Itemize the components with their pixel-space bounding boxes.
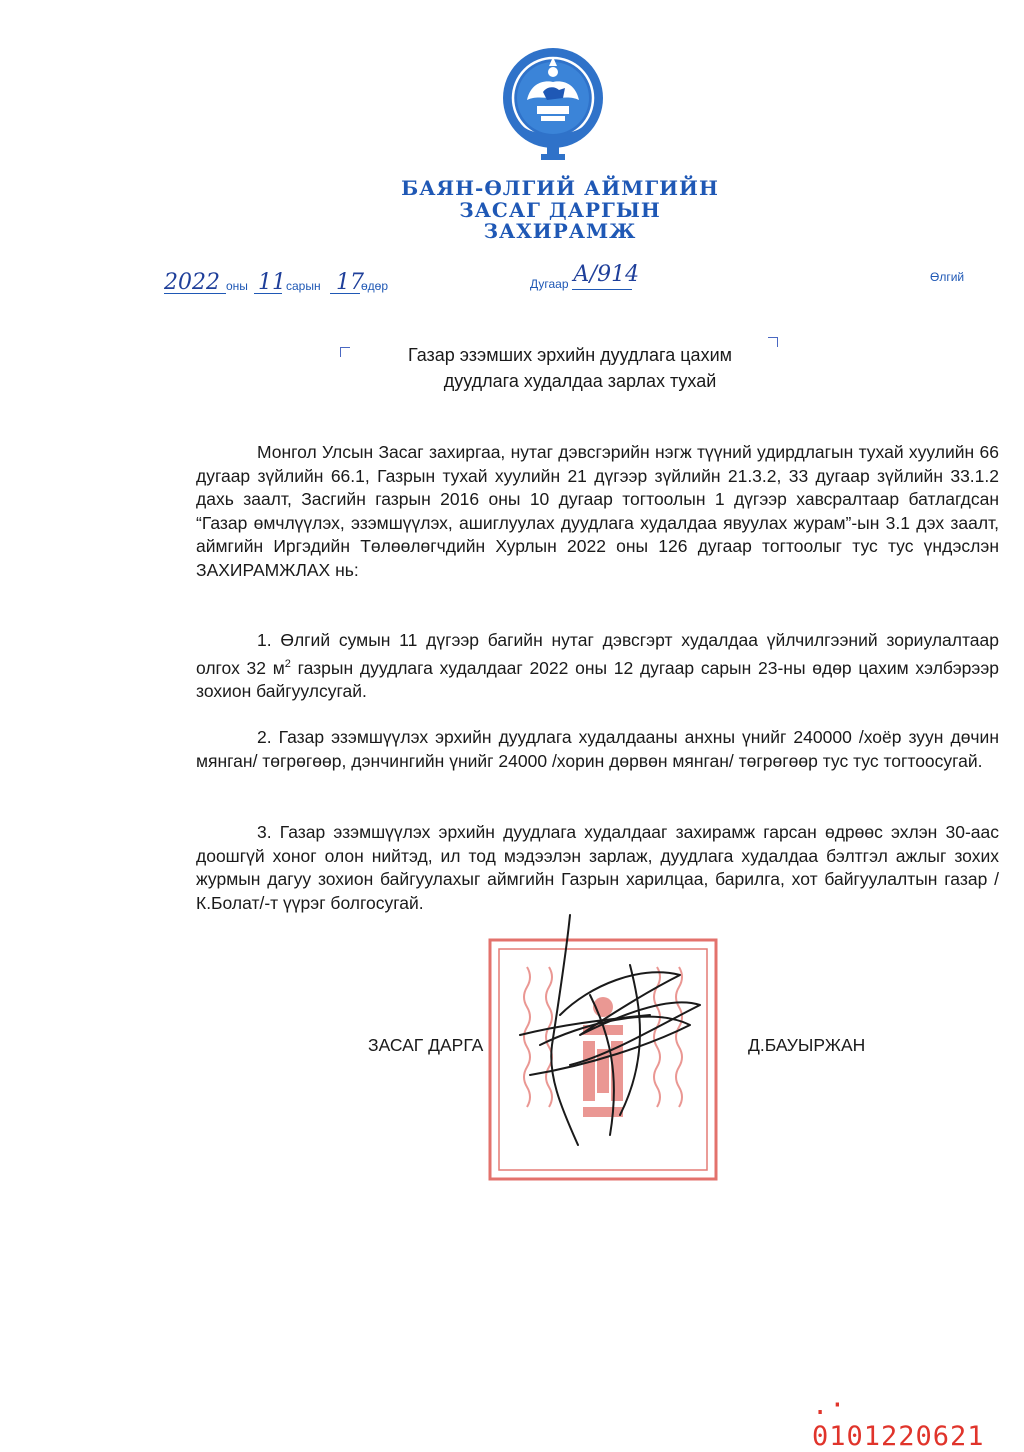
date-day-label: өдөр xyxy=(361,279,389,293)
document-serial-number: .· 0101220621 xyxy=(812,1390,985,1452)
decree-number: А/914 xyxy=(573,262,640,287)
state-emblem-icon xyxy=(497,42,609,164)
date-month-label: сарын xyxy=(286,279,321,293)
decree-title-line2: дуудлага худалдаа зарлах тухай xyxy=(443,371,717,391)
number-label: Дугаар xyxy=(530,277,569,291)
item-1-paragraph xyxy=(196,629,999,703)
date-year-underline xyxy=(164,293,226,294)
item-1-text-end: газрын дуудлага худалдааг 2022 оны 12 дугаар сарын 23-ны өдөр цахим хэлбэрээр зохион байгуулсугай. xyxy=(196,657,999,701)
document-type-title: ЗАХИРАМЖ xyxy=(483,219,637,243)
item-1-text-start: 1. Өлгий сумын 11 дүгээр багийн нутаг дэвсгэрт худалдаа үйлчилгээний зориулалтаар олгох 32 м xyxy=(196,630,999,678)
signer-position: ЗАСАГ ДАРГА xyxy=(368,1035,484,1055)
date-month-underline xyxy=(254,293,282,294)
date-month: 11 xyxy=(258,270,286,295)
date-year: 2022 xyxy=(164,270,220,295)
decree-title-line1: Газар эзэмших эрхийн дуудлага цахим xyxy=(407,345,732,365)
decree-number-underline xyxy=(572,289,632,290)
date-year-label: оны xyxy=(226,279,248,293)
item-2-paragraph: 2. Газар эзэмшүүлэх эрхийн дуудлага худалдааны анхны үнийг 240000 /хоёр зуун дөчин мянган/ төгрөгөөр, дэнчингийн үнийг 24000 /хорин дөрвөн мянган/ төгрөгөөр тус тус тогтоосугай. xyxy=(196,727,999,771)
org-name-line2: ЗАСАГ ДАРГЫН xyxy=(459,198,661,222)
place-name: Өлгий xyxy=(930,270,965,284)
date-day-underline xyxy=(330,293,360,294)
item-1-superscript: 2 xyxy=(284,657,291,670)
handwritten-signature xyxy=(500,895,720,1165)
signer-name: Д.БАУЫРЖАН xyxy=(748,1035,866,1055)
date-day: 17 xyxy=(336,270,364,295)
org-name-line1: БАЯН-ӨЛГИЙ АЙМГИЙН xyxy=(401,176,719,200)
preamble-paragraph: Монгол Улсын Засаг захиргаа, нутаг дэвсгэрийн нэгж түүний удирдлагын тухай хуулийн 66 дугаар зүйлийн 66.1, Газрын тухай хуулийн 21 дүгээр зүйлийн 21.3.2, 33 дугаар зүйлийн 33.1.2 дахь заалт, Засгийн газрын 2016 оны 10 дугаар тогтоолын 1 дүгээр хавсралтаар батлагдсан “Газар өмчлүүлэх, эзэмшүүлэх, ашиглуулах дуудлага худалдаа явуулах журам”-ын 3.1 дэх заалт, аймгийн Иргэдийн Төлөөлөгчдийн Хурлын 2022 оны 126 дугаар тогтоолыг тус тус үндэслэн ЗАХИРАМЖЛАХ нь: xyxy=(196,442,999,580)
item-3-paragraph: 3. Газар эзэмшүүлэх эрхийн дуудлага худалдааг захирамж гарсан өдрөөс эхлэн 30-аас доошгүй хоног олон нийтэд, ил тод мэдээлэн зарлаж, дуудлага худалдаа бэлтгэл ажлыг зохих журмын дагуу зохион байгуулахыг аймгийн Газрын харилцаа, барилга, хот байгуулалтын газар /К.Болат/-т үүрэг болгосугай. xyxy=(196,822,999,913)
